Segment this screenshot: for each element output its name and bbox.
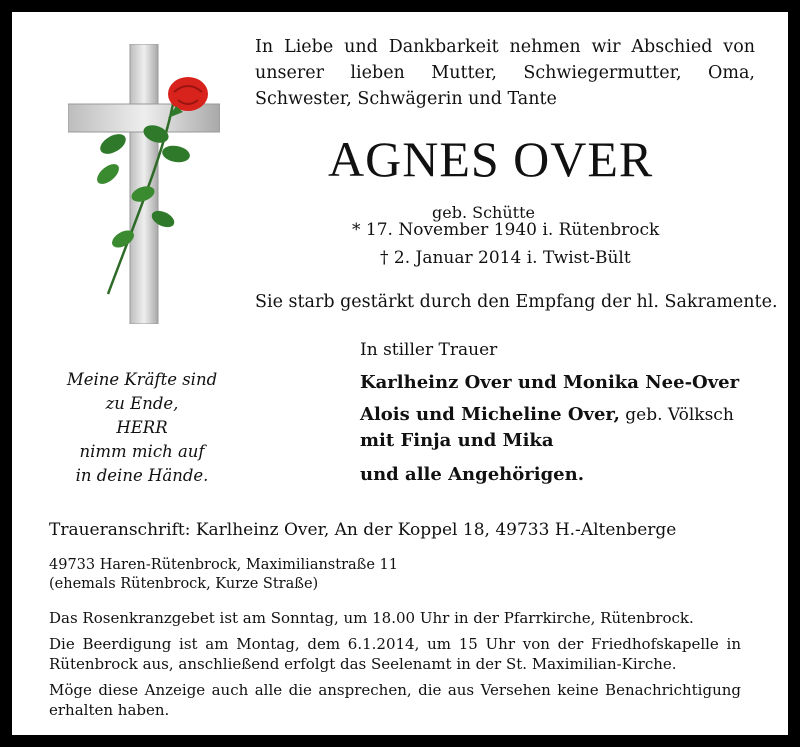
sacrament-text: Sie starb gestärkt durch den Empfang der hl. Sakramente. <box>255 292 778 312</box>
family-line-2-name: Alois und Micheline Over, <box>360 404 620 425</box>
verse-line: Meine Kräfte sind <box>66 370 218 389</box>
funeral-info: Die Beerdigung ist am Montag, dem 6.1.2014, um 15 Uhr von der Friedhofskapelle in Rütenbrock aus, anschließend erfolgt das Seelenamt in der St. Maximilian-Kirche. <box>49 635 741 673</box>
address-line-3: (ehemals Rütenbrock, Kurze Straße) <box>49 576 319 592</box>
family-line-4: und alle Angehörigen. <box>360 464 584 485</box>
rosary-info: Das Rosenkranzgebet ist am Sonntag, um 18.00 Uhr in der Pfarrkirche, Rütenbrock. <box>49 609 694 627</box>
family-line-2-born: geb. Völksch <box>619 405 734 425</box>
intro-text: In Liebe und Dankbarkeit nehmen wir Abschied von unserer lieben Mutter, Schwiegermutter, Oma, Schwester, Schwägerin und Tante <box>255 37 755 109</box>
birth-date: * 17. November 1940 i. Rütenbrock <box>352 220 660 240</box>
verse-line: HERR <box>116 418 168 437</box>
verse-line: zu Ende, <box>105 394 179 413</box>
bible-verse <box>62 368 222 488</box>
family-line-3: mit Finja und Mika <box>360 430 554 451</box>
verse-line: nimm mich auf <box>79 442 205 461</box>
cross-with-rose-icon <box>68 44 220 324</box>
family-line-1: Karlheinz Over und Monika Nee-Over <box>360 372 740 393</box>
birth-name: geb. Schütte <box>432 203 535 222</box>
mourning-label: In stiller Trauer <box>360 340 498 360</box>
death-date: † 2. Januar 2014 i. Twist-Bült <box>380 248 631 268</box>
verse-line: in deine Hände. <box>75 466 209 485</box>
obituary-card <box>12 12 788 735</box>
family-line-2 <box>360 404 734 425</box>
notice-info: Möge diese Anzeige auch alle die ansprechen, die aus Versehen keine Benachrichtigung erhalten haben. <box>49 681 741 719</box>
mourning-address: Traueranschrift: Karlheinz Over, An der Koppel 18, 49733 H.-Altenberge <box>49 520 677 540</box>
address-line-2: 49733 Haren-Rütenbrock, Maximilianstraße 11 <box>49 557 398 573</box>
deceased-name: AGNES OVER <box>328 131 654 187</box>
